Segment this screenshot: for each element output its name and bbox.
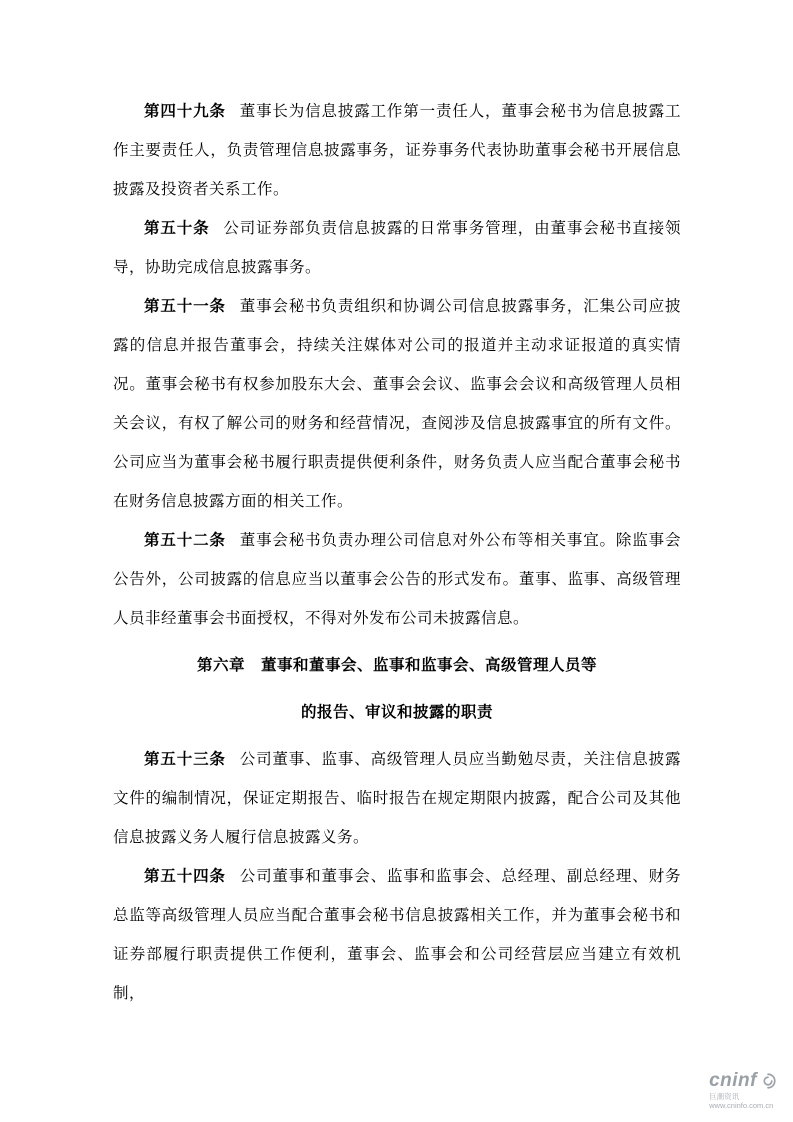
paragraph (113, 209, 681, 287)
cninfo-logo-url: www.cninfo.com.cn (709, 1100, 774, 1110)
chapter-heading (113, 693, 681, 732)
article-number: 第五十条 (144, 220, 210, 237)
document-body (113, 92, 681, 1013)
paragraph-text: 董事长为信息披露工作第一责任人，董事会秘书为信息披露工作主要责任人，负责管理信息披露事务，证券事务代表协助董事会秘书开展信息披露及投资者关系工作。 (113, 103, 681, 198)
chapter-heading-text: 的报告、审议和披露的职责 (300, 704, 493, 721)
paragraph-text: 董事会秘书负责办理公司信息对外公布等相关事宜。除监事会公告外，公司披露的信息应当以董事会公告的形式发布。董事、监事、高级管理人员非经董事会书面授权，不得对外发布公司未披露信息。 (113, 532, 681, 627)
article-number: 第五十一条 (144, 298, 226, 315)
cninfo-logo-name: 巨潮资讯 (709, 1091, 740, 1101)
chapter-heading (113, 646, 681, 685)
article-number: 第五十二条 (144, 532, 226, 549)
paragraph-text: 公司董事和董事会、监事和监事会、总经理、副总经理、财务总监等高级管理人员应当配合董事会秘书信息披露相关工作，并为董事会秘书和证券部履行职责提供工作便利，董事会、监事会和公司经营层应当建立有效机制， (113, 868, 681, 1002)
article-number: 第四十九条 (144, 103, 226, 120)
paragraph-text: 公司董事、监事、高级管理人员应当勤勉尽责，关注信息披露文件的编制情况，保证定期报告、临时报告在规定期限内披露，配合公司及其他信息披露义务人履行信息披露义务。 (113, 751, 681, 846)
cninfo-logo-text: cninf (709, 1069, 757, 1091)
swirl-icon (759, 1072, 777, 1090)
paragraph (113, 857, 681, 1013)
paragraph (113, 92, 681, 209)
paragraph (113, 521, 681, 638)
paragraph-text: 公司证券部负责信息披露的日常事务管理，由董事会秘书直接领导，协助完成信息披露事务。 (113, 220, 681, 276)
chapter-heading-text: 第六章 董事和董事会、监事和监事会、高级管理人员等 (196, 657, 597, 674)
paragraph-text: 董事会秘书负责组织和协调公司信息披露事务，汇集公司应披露的信息并报告董事会，持续关注媒体对公司的报道并主动求证报道的真实情况。董事会秘书有权参加股东大会、董事会会议、监事会会议和高级管理人员相关会议，有权了解公司的财务和经营情况，查阅涉及信息披露事宜的所有文件。公司应当为董事会秘书履行职责提供便利条件，财务负责人应当配合董事会秘书在财务信息披露方面的相关工作。 (113, 298, 681, 510)
paragraph (113, 740, 681, 857)
cninfo-logo (709, 1071, 777, 1110)
cninfo-logo-row (709, 1071, 777, 1092)
article-number: 第五十四条 (144, 868, 226, 885)
paragraph (113, 287, 681, 521)
article-number: 第五十三条 (144, 751, 226, 768)
